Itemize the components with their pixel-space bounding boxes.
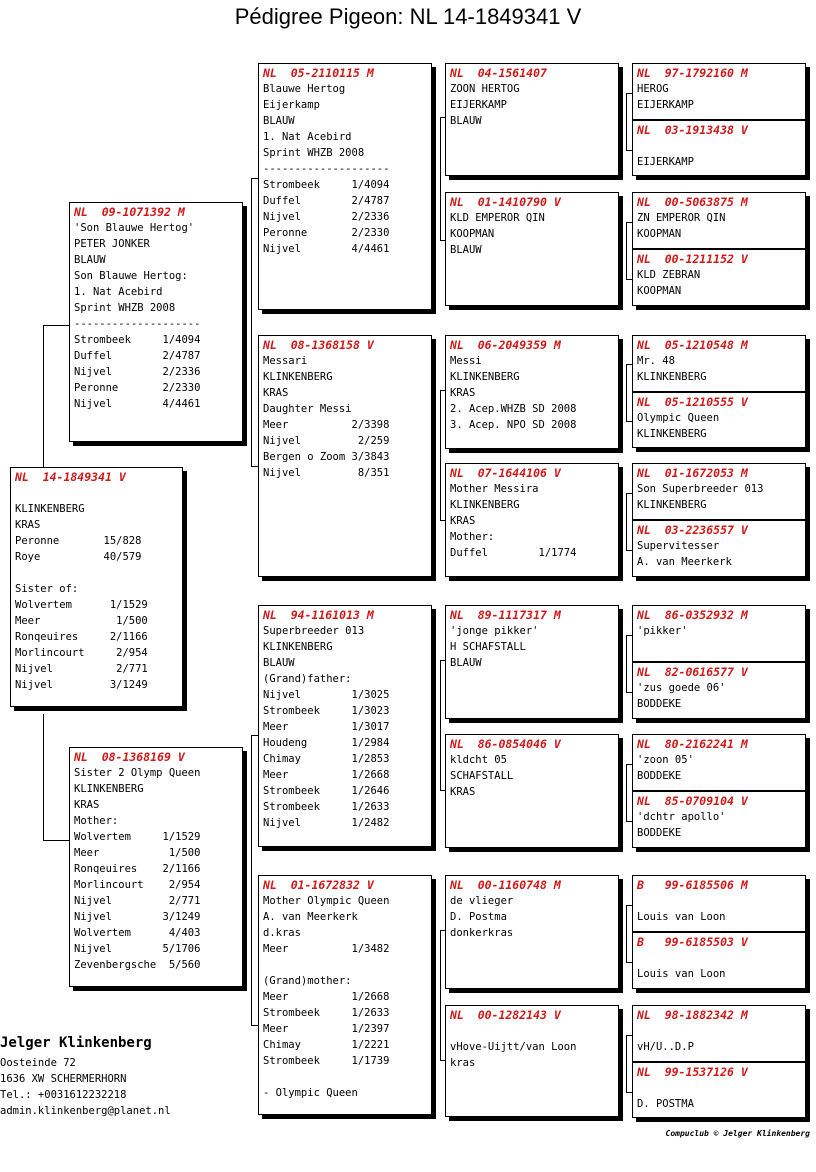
- pedigree-line: Nijvel 4/4461: [263, 243, 390, 255]
- pedigree-line: Chimay 1/2221: [263, 1039, 390, 1051]
- ring-number: NL 89-1117317 M: [450, 608, 561, 622]
- pedigree-line: KLINKENBERG: [637, 428, 707, 440]
- pedigree-line: Strombeek 1/2633: [263, 1007, 390, 1019]
- pigeon-card-gg-1[interactable]: [445, 63, 619, 176]
- pedigree-line: 1. Nat Acebird: [263, 131, 352, 143]
- pigeon-card-dam[interactable]: [69, 747, 243, 987]
- pedigree-line: Morlincourt 2/954: [74, 879, 201, 891]
- pedigree-line: KLINKENBERG: [637, 499, 707, 511]
- ring-number: NL 08-1368169 V: [74, 750, 185, 764]
- pedigree-line: Meer 1/500: [74, 847, 201, 859]
- pigeon-card-gg-4[interactable]: [445, 463, 619, 577]
- pedigree-line: Daughter Messi: [263, 403, 352, 415]
- pedigree-line: Meer 1/3482: [263, 943, 390, 955]
- pedigree-line: Wolvertem 1/1529: [15, 599, 148, 611]
- ring-number: NL 01-1672832 V: [263, 878, 374, 892]
- pigeon-card-dam-dam[interactable]: [258, 875, 432, 1115]
- pedigree-line: [633, 893, 805, 909]
- ring-number: NL 00-5063875 M: [637, 195, 748, 209]
- copyright-notice: Compuclub © Jelger Klinkenberg: [665, 1129, 810, 1138]
- pedigree-line: kldcht 05: [450, 754, 507, 766]
- pedigree-line: Strombeek 1/4094: [74, 334, 201, 346]
- pedigree-line: Peronne 2/2330: [74, 382, 201, 394]
- pedigree-line: Son Blauwe Hertog:: [74, 270, 188, 282]
- pedigree-line: Meer 1/2397: [263, 1023, 390, 1035]
- pigeon-card-ggg-12[interactable]: [632, 791, 806, 848]
- pedigree-line: BODDEKE: [637, 827, 682, 839]
- pedigree-line: Ronqeuires 2/1166: [74, 863, 201, 875]
- pigeon-card-subject[interactable]: [10, 467, 183, 707]
- pedigree-line: KLD EMPEROR QIN: [450, 212, 545, 224]
- ring-number: B 99-6185506 M: [637, 878, 748, 892]
- pigeon-card-ggg-9[interactable]: [632, 605, 806, 662]
- pigeon-card-gg-3[interactable]: [445, 335, 619, 449]
- ring-number: NL 04-1561407: [450, 66, 547, 80]
- pedigree-line: 3. Acep. NPO SD 2008: [450, 419, 577, 431]
- pedigree-line: BLAUW: [450, 115, 482, 127]
- pedigree-line: Wolvertem 4/403: [74, 927, 201, 939]
- pedigree-line: --------------------: [263, 163, 390, 175]
- pedigree-line: Superbreeder 013: [263, 625, 365, 637]
- owner-address: Oosteinde 72: [0, 1057, 76, 1069]
- pedigree-line: Zevenbergsche 5/560: [74, 959, 201, 971]
- pedigree-line: Duffel 2/4787: [263, 195, 390, 207]
- pedigree-line: KLINKENBERG: [450, 499, 520, 511]
- pedigree-line: Duffel 1/1774: [450, 547, 577, 559]
- pedigree-line: Mother Messira: [450, 483, 539, 495]
- pedigree-line: [633, 1080, 805, 1096]
- pedigree-line: [259, 1069, 431, 1085]
- pedigree-line: [633, 950, 805, 966]
- pedigree-line: H SCHAFSTALL: [450, 641, 526, 653]
- pedigree-line: [633, 1023, 805, 1039]
- pedigree-line: Nijvel 2/2336: [263, 211, 390, 223]
- pedigree-line: Ronqeuires 2/1166: [15, 631, 148, 643]
- pedigree-line: BLAUW: [74, 254, 106, 266]
- pedigree-line: donkerkras: [450, 927, 514, 939]
- pigeon-card-ggg-5[interactable]: [632, 335, 806, 392]
- pedigree-line: Olympic Queen: [637, 412, 720, 424]
- pedigree-line: BLAUW: [263, 657, 295, 669]
- ring-number: NL 06-2049359 M: [450, 338, 561, 352]
- pedigree-line: EIJERKAMP: [450, 99, 507, 111]
- pedigree-line: Peronne 15/828: [15, 535, 142, 547]
- pedigree-line: KRAS: [74, 799, 100, 811]
- pedigree-line: Sister of:: [15, 583, 79, 595]
- pedigree-line: Mother Olympic Queen: [263, 895, 390, 907]
- pedigree-line: KOOPMAN: [450, 228, 495, 240]
- pedigree-line: Meer 1/2668: [263, 769, 390, 781]
- pedigree-line: [446, 1023, 618, 1039]
- pigeon-card-sire-dam[interactable]: [258, 335, 432, 577]
- pedigree-line: Mother:: [450, 531, 495, 543]
- pedigree-line: Sister 2 Olymp Queen: [74, 767, 201, 779]
- pedigree-line: Louis van Loon: [637, 968, 726, 980]
- pedigree-line: KRAS: [450, 387, 476, 399]
- ring-number: NL 86-0854046 V: [450, 737, 561, 751]
- pedigree-line: Blauwe Hertog: [263, 83, 346, 95]
- pedigree-line: Sprint WHZB 2008: [263, 147, 365, 159]
- pedigree-line: KLINKENBERG: [637, 371, 707, 383]
- pedigree-line: KLD ZEBRAN: [637, 269, 701, 281]
- pedigree-line: KRAS: [450, 786, 476, 798]
- ring-number: NL 03-1913438 V: [637, 123, 748, 137]
- owner-city: 1636 XW SCHERMERHORN: [0, 1073, 127, 1085]
- pedigree-line: ZN EMPEROR QIN: [637, 212, 726, 224]
- pedigree-line: Strombeek 1/2646: [263, 785, 390, 797]
- pedigree-line: 'dchtr apollo': [637, 811, 726, 823]
- pedigree-line: EIJERKAMP: [637, 156, 694, 168]
- pedigree-line: EIJERKAMP: [637, 99, 694, 111]
- pedigree-line: 2. Acep.WHZB SD 2008: [450, 403, 577, 415]
- ring-number: NL 09-1071392 M: [74, 205, 185, 219]
- pedigree-line: Wolvertem 1/1529: [74, 831, 201, 843]
- pigeon-card-ggg-10[interactable]: [632, 662, 806, 719]
- pedigree-line: PETER JONKER: [74, 238, 150, 250]
- pigeon-card-ggg-2[interactable]: [632, 120, 806, 176]
- pedigree-line: Nijvel 3/1249: [15, 679, 148, 691]
- page-title: Pédigree Pigeon: NL 14-1849341 V: [234, 4, 582, 29]
- ring-number: NL 00-1282143 V: [450, 1008, 561, 1022]
- pedigree-line: kras: [450, 1057, 476, 1069]
- pedigree-line: 'zus goede 06': [637, 682, 726, 694]
- pedigree-line: Bergen o Zoom 3/3843: [263, 451, 390, 463]
- pigeon-card-sire[interactable]: [69, 202, 243, 442]
- pigeon-card-gg-2[interactable]: [445, 192, 619, 306]
- pigeon-card-gg-6[interactable]: [445, 734, 619, 848]
- pedigree-line: Meer 2/3398: [263, 419, 390, 431]
- pigeon-card-ggg-13[interactable]: [632, 875, 806, 932]
- pedigree-line: Nijvel 2/2336: [74, 366, 201, 378]
- pedigree-line: vH/U..D.P: [637, 1041, 694, 1053]
- pigeon-card-gg-5[interactable]: [445, 605, 619, 719]
- ring-number: NL 86-0352932 M: [637, 608, 748, 622]
- pedigree-line: Duffel 2/4787: [74, 350, 201, 362]
- owner-email[interactable]: admin.klinkenberg@planet.nl: [0, 1105, 171, 1117]
- pedigree-line: 'Son Blauwe Hertog': [74, 222, 195, 234]
- pedigree-line: d.kras: [263, 927, 301, 939]
- pedigree-line: BLAUW: [450, 657, 482, 669]
- pedigree-line: Nijvel 8/351: [263, 467, 390, 479]
- pedigree-line: A. van Meerkerk: [263, 911, 358, 923]
- pedigree-line: Mother:: [74, 815, 119, 827]
- pedigree-line: Nijvel 5/1706: [74, 943, 201, 955]
- pedigree-line: D. POSTMA: [637, 1098, 694, 1110]
- pedigree-line: Houdeng 1/2984: [263, 737, 390, 749]
- pedigree-line: Peronne 2/2330: [263, 227, 390, 239]
- pedigree-line: Nijvel 2/771: [15, 663, 148, 675]
- pedigree-line: BODDEKE: [637, 770, 682, 782]
- pedigree-line: Messari: [263, 355, 308, 367]
- pedigree-line: Meer 1/500: [15, 615, 148, 627]
- pedigree-line: Nijvel 1/3025: [263, 689, 390, 701]
- pedigree-line: Strombeek 1/2633: [263, 801, 390, 813]
- owner-phone: Tel.: +0031612232218: [0, 1089, 127, 1101]
- pedigree-line: Messi: [450, 355, 482, 367]
- pedigree-line: BLAUW: [263, 115, 295, 127]
- pedigree-line: Nijvel 3/1249: [74, 911, 201, 923]
- pedigree-line: Mr. 48: [637, 355, 675, 367]
- pigeon-card-ggg-7[interactable]: [632, 463, 806, 520]
- pigeon-card-gg-8[interactable]: [445, 1005, 619, 1117]
- pedigree-line: BLAUW: [450, 244, 482, 256]
- ring-number: NL 85-0709104 V: [637, 794, 748, 808]
- ring-number: NL 98-1882342 M: [637, 1008, 748, 1022]
- pedigree-line: KLINKENBERG: [263, 641, 333, 653]
- pigeon-card-ggg-14[interactable]: [632, 932, 806, 989]
- pedigree-line: Meer 1/2668: [263, 991, 390, 1003]
- pedigree-line: KLINKENBERG: [450, 371, 520, 383]
- pedigree-line: Strombeek 1/4094: [263, 179, 390, 191]
- ring-number: NL 05-1210555 V: [637, 395, 748, 409]
- pedigree-line: KLINKENBERG: [74, 783, 144, 795]
- pedigree-line: KLINKENBERG: [263, 371, 333, 383]
- pedigree-line: Meer 1/3017: [263, 721, 390, 733]
- pedigree-line: [633, 639, 805, 655]
- pigeon-card-gg-7[interactable]: [445, 875, 619, 989]
- pigeon-card-ggg-4[interactable]: [632, 249, 806, 306]
- pedigree-line: SCHAFSTALL: [450, 770, 514, 782]
- pedigree-line: KLINKENBERG: [15, 503, 85, 515]
- owner-name: Jelger Klinkenberg: [0, 1035, 152, 1051]
- ring-number: NL 80-2162241 M: [637, 737, 748, 751]
- pedigree-line: HEROG: [637, 83, 669, 95]
- pedigree-line: Supervitesser: [637, 540, 720, 552]
- pigeon-card-sire-sire[interactable]: [258, 63, 432, 310]
- ring-number: NL 99-1537126 V: [637, 1065, 748, 1079]
- pedigree-line: Son Superbreeder 013: [637, 483, 764, 495]
- pedigree-line: 1. Nat Acebird: [74, 286, 163, 298]
- pedigree-line: D. Postma: [450, 911, 507, 923]
- pigeon-card-ggg-1[interactable]: [632, 63, 806, 120]
- pedigree-line: Nijvel 4/4461: [74, 398, 201, 410]
- pedigree-line: vHove-Uijtt/van Loon: [450, 1041, 577, 1053]
- ring-number: NL 05-2110115 M: [263, 66, 374, 80]
- ring-number: NL 01-1410790 V: [450, 195, 561, 209]
- ring-number: NL 05-1210548 M: [637, 338, 748, 352]
- pedigree-line: 'jonge pikker': [450, 625, 539, 637]
- pedigree-line: Nijvel 2/259: [263, 435, 390, 447]
- pedigree-line: --------------------: [74, 318, 201, 330]
- pigeon-card-ggg-11[interactable]: [632, 734, 806, 791]
- pedigree-line: Louis van Loon: [637, 911, 726, 923]
- pedigree-line: Strombeek 1/1739: [263, 1055, 390, 1067]
- pedigree-line: ZOON HERTOG: [450, 83, 520, 95]
- ring-number: NL 94-1161013 M: [263, 608, 374, 622]
- pedigree-line: 'zoon 05': [637, 754, 694, 766]
- ring-number: NL 03-2236557 V: [637, 523, 748, 537]
- pedigree-line: Nijvel 2/771: [74, 895, 201, 907]
- pedigree-line: A. van Meerkerk: [637, 556, 732, 568]
- ring-number: NL 14-1849341 V: [15, 470, 126, 484]
- pedigree-line: de vlieger: [450, 895, 514, 907]
- pedigree-line: KRAS: [450, 515, 476, 527]
- pedigree-line: Roye 40/579: [15, 551, 142, 563]
- pedigree-line: KRAS: [263, 387, 289, 399]
- ring-number: NL 97-1792160 M: [637, 66, 748, 80]
- pedigree-line: Strombeek 1/3023: [263, 705, 390, 717]
- pedigree-line: Eijerkamp: [263, 99, 320, 111]
- pedigree-line: Morlincourt 2/954: [15, 647, 148, 659]
- pedigree-line: Nijvel 1/2482: [263, 817, 390, 829]
- ring-number: B 99-6185503 V: [637, 935, 748, 949]
- pedigree-line: [259, 957, 431, 973]
- pedigree-line: [11, 565, 182, 581]
- pedigree-line: - Olympic Queen: [263, 1087, 358, 1099]
- pedigree-line: [633, 138, 805, 154]
- pigeon-card-ggg-3[interactable]: [632, 192, 806, 249]
- pedigree-line: [11, 485, 182, 501]
- ring-number: NL 00-1160748 M: [450, 878, 561, 892]
- ring-number: NL 01-1672053 M: [637, 466, 748, 480]
- pedigree-line: Chimay 1/2853: [263, 753, 390, 765]
- pigeon-card-dam-sire[interactable]: [258, 605, 432, 847]
- pigeon-card-ggg-15[interactable]: [632, 1005, 806, 1062]
- pedigree-line: KOOPMAN: [637, 228, 682, 240]
- pedigree-line: KOOPMAN: [637, 285, 682, 297]
- pedigree-line: (Grand)mother:: [263, 975, 352, 987]
- owner-info: [0, 1034, 171, 1119]
- pedigree-line: KRAS: [15, 519, 41, 531]
- pedigree-line: BODDEKE: [637, 698, 682, 710]
- pedigree-line: (Grand)father:: [263, 673, 352, 685]
- ring-number: NL 82-0616577 V: [637, 665, 748, 679]
- ring-number: NL 00-1211152 V: [637, 252, 748, 266]
- ring-number: NL 08-1368158 V: [263, 338, 374, 352]
- pigeon-card-ggg-8[interactable]: [632, 520, 806, 577]
- pedigree-line: Sprint WHZB 2008: [74, 302, 176, 314]
- pigeon-card-ggg-16[interactable]: [632, 1062, 806, 1118]
- pedigree-line: 'pikker': [637, 625, 688, 637]
- pigeon-card-ggg-6[interactable]: [632, 392, 806, 448]
- ring-number: NL 07-1644106 V: [450, 466, 561, 480]
